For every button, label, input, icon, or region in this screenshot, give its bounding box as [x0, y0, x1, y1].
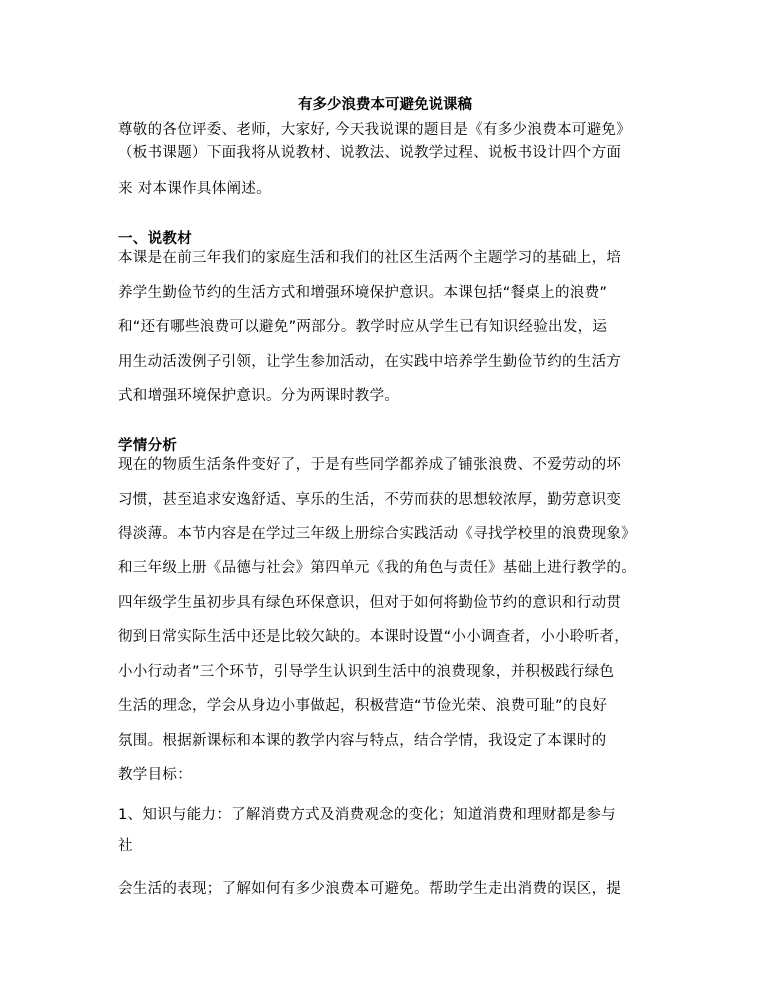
- paragraph-line: 和“还有哪些浪费可以避免”两部分。教学时应从学生已有知识经验出发，运: [118, 319, 608, 335]
- intro-line: 尊敬的各位评委、老师，大家好, 今天我说课的题目是《有多少浪费本可避免》: [118, 122, 632, 138]
- document-title: 有多少浪费本可避免说课稿: [298, 97, 472, 113]
- paragraph-line: 式和增强环境保护意识。分为两课时教学。: [118, 388, 400, 404]
- paragraph-line: 得淡薄。本节内容是在学过三年级上册综合实践活动《寻找学校里的浪费现象》: [118, 526, 636, 542]
- paragraph-line: 小小行动者”三个环节，引导学生认识到生活中的浪费现象，并积极践行绿色: [118, 664, 615, 680]
- paragraph-line: 习惯，甚至追求安逸舒适、享乐的生活，不劳而获的思想较浓厚，勤劳意识变: [118, 492, 622, 508]
- paragraph-line: 和三年级上册《品德与社会》第四单元《我的角色与责任》基础上进行教学的。: [118, 560, 636, 576]
- section-heading-student-analysis: 学情分析: [118, 438, 178, 454]
- paragraph-line: 彻到日常实际生活中还是比较欠缺的。本课时设置“小小调查者，小小聆听者，: [118, 629, 630, 645]
- paragraph-line: 用生动活泼例子引领，让学生参加活动，在实践中培养学生勤俭节约的生活方: [118, 354, 622, 370]
- paragraph-line: 本课是在前三年我们的家庭生活和我们的社区生活两个主题学习的基础上，培: [118, 250, 622, 266]
- paragraph-line: 养学生勤俭节约的生活方式和增强环境保护意识。本课包括“餐桌上的浪费”: [118, 285, 608, 301]
- paragraph-line: 生活的理念，学会从身边小事做起，积极营造“节俭光荣、浪费可耻”的良好: [118, 698, 608, 714]
- paragraph-line: 四年级学生虽初步具有绿色环保意识，但对于如何将勤俭节约的意识和行动贯: [118, 595, 622, 611]
- paragraph-line: 氛围。根据新课标和本课的教学内容与特点，结合学情，我设定了本课时的: [118, 733, 607, 749]
- intro-line: 来 对本课作具体阐述。: [118, 181, 271, 197]
- goal-line: 会生活的表现；了解如何有多少浪费本可避免。帮助学生走出消费的误区，提: [118, 881, 622, 897]
- paragraph-line: 现在的物质生活条件变好了，于是有些同学都养成了铺张浪费、不爱劳动的坏: [118, 457, 622, 473]
- paragraph-line: 教学目标：: [118, 767, 192, 783]
- goal-line: 社: [118, 838, 133, 854]
- section-heading-textbook: 一、说教材: [118, 231, 192, 247]
- intro-line: （板书课题）下面我将从说教材、说教法、说教学过程、说板书设计四个方面: [118, 145, 622, 161]
- goal-line: 1、知识与能力：了解消费方式及消费观念的变化；知道消费和理财都是参与: [118, 807, 616, 823]
